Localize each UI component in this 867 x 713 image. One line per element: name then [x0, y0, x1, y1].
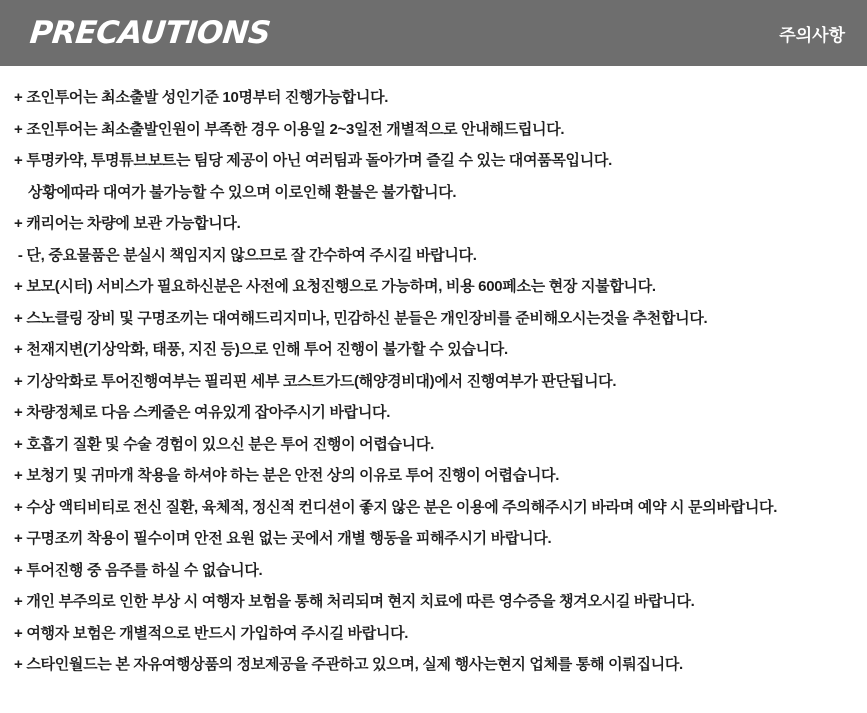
- precaution-line: + 기상악화로 투어진행여부는 필리핀 세부 코스트가드(해양경비대)에서 진행여부가 판단됩니다.: [14, 372, 617, 390]
- page-header: [0, 0, 867, 66]
- precaution-line: + 차량정체로 다음 스케줄은 여유있게 잡아주시기 바랍니다.: [14, 404, 391, 421]
- page-subtitle: 주의사항: [779, 25, 845, 45]
- precaution-line: + 호흡기 질환 및 수술 경험이 있으신 분은 투어 진행이 어렵습니다.: [14, 435, 434, 453]
- precaution-line: + 캐리어는 차량에 보관 가능합니다.: [14, 215, 241, 232]
- precaution-line: + 수상 액티비티로 전신 질환, 육체적, 정신적 컨디션이 좋지 않은 분은 이용에 주의해주시기 바라며 예약 시 문의바랍니다.: [14, 498, 778, 516]
- precaution-line: - 단, 중요물품은 분실시 책임지지 않으므로 잘 간수하여 주시길 바랍니다.: [14, 246, 477, 264]
- precaution-line: + 여행자 보험은 개별적으로 반드시 가입하여 주시길 바랍니다.: [14, 624, 409, 642]
- page-title: PRECAUTIONS: [28, 15, 272, 51]
- precaution-line: + 구명조끼 착용이 필수이며 안전 요원 없는 곳에서 개별 행동을 피해주시기 바랍니다.: [14, 530, 552, 547]
- precaution-line: 상황에따라 대여가 불가능할 수 있으며 이로인해 환불은 불가합니다.: [28, 183, 457, 201]
- precaution-line: + 투명카약, 투명튜브보트는 팀당 제공이 아닌 여러팀과 돌아가며 즐길 수 있는 대여품목입니다.: [14, 152, 612, 169]
- precaution-line: + 조인투어는 최소출발인원이 부족한 경우 이용일 2~3일전 개별적으로 안내해드립니다.: [14, 120, 565, 138]
- precaution-line: + 천재지변(기상악화, 태풍, 지진 등)으로 인해 투어 진행이 불가할 수 있습니다.: [14, 341, 508, 358]
- precaution-line: + 스노클링 장비 및 구명조끼는 대여해드리지미나, 민감하신 분들은 개인장비를 준비해오시는것을 추천합니다.: [14, 309, 708, 327]
- precautions-list: [0, 66, 867, 681]
- precaution-line: + 보모(시터) 서비스가 필요하신분은 사전에 요청진행으로 가능하며, 비용 600페소는 현장 지불합니다.: [14, 278, 656, 295]
- precaution-line: + 보청기 및 귀마개 착용을 하셔야 하는 분은 안전 상의 이유로 투어 진행이 어렵습니다.: [14, 467, 560, 484]
- precaution-line: + 조인투어는 최소출발 성인기준 10명부터 진행가능합니다.: [14, 89, 389, 106]
- precaution-line: + 투어진행 중 음주를 하실 수 없습니다.: [14, 561, 263, 579]
- precaution-line: + 스타인월드는 본 자유여행상품의 정보제공을 주관하고 있으며, 실제 행사는현지 업체를 통해 이뤄집니다.: [14, 656, 683, 673]
- precaution-line: + 개인 부주의로 인한 부상 시 여행자 보험을 통해 처리되며 현지 치료에 따른 영수증을 챙겨오시길 바랍니다.: [14, 593, 695, 610]
